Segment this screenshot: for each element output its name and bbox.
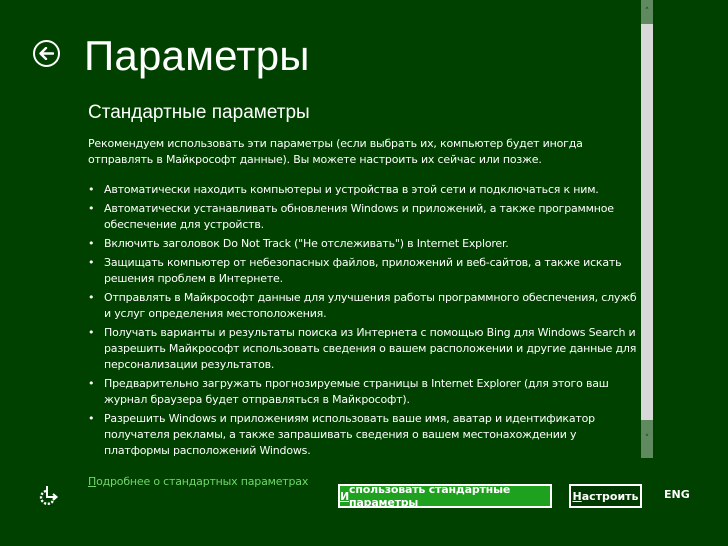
page-title: Параметры bbox=[84, 32, 310, 79]
settings-content bbox=[88, 100, 638, 489]
link-text: одробнее о стандартных параметрах bbox=[96, 475, 309, 488]
list-item-text: Отправлять в Майкрософт данные для улучшения работы программного обеспечения, служб и услуг определения местоположения. bbox=[104, 291, 637, 320]
customize-button[interactable] bbox=[569, 484, 642, 508]
ease-of-access-icon bbox=[38, 484, 60, 506]
bullet-icon: • bbox=[88, 183, 95, 196]
list-item bbox=[88, 182, 638, 198]
list-item-text: Защищать компьютер от небезопасных файлов, приложений и веб-сайтов, а также искать решения проблем в Интернете. bbox=[104, 256, 622, 285]
list-item bbox=[88, 325, 638, 373]
bullet-icon: • bbox=[88, 326, 95, 339]
list-item-text: Включить заголовок Do Not Track ("Не отслеживать") в Internet Explorer. bbox=[104, 237, 509, 250]
bullet-icon: • bbox=[88, 291, 95, 304]
list-item-text: Предварительно загружать прогнозируемые страницы в Internet Explorer (для этого ваш журнал браузера будет отправляться в Майкрософт). bbox=[104, 377, 609, 406]
vertical-scrollbar[interactable] bbox=[641, 0, 653, 458]
list-item-text: Автоматически находить компьютеры и устройства в этой сети и подключаться к ним. bbox=[104, 183, 599, 196]
input-language-indicator[interactable]: ENG bbox=[664, 488, 690, 501]
accelerator-key: И bbox=[340, 489, 350, 503]
list-item bbox=[88, 411, 638, 459]
intro-text: Рекомендуем использовать эти параметры (если выбрать их, компьютер будет иногда отправлять в Майкрософт данные). Вы можете настроить их сейчас или позже. bbox=[88, 137, 583, 166]
list-item bbox=[88, 290, 638, 322]
scroll-thumb[interactable] bbox=[641, 24, 653, 420]
bullet-icon: • bbox=[88, 256, 95, 269]
bullet-icon: • bbox=[88, 202, 95, 215]
chevron-up-icon: ˄ bbox=[644, 7, 650, 17]
accelerator-key: П bbox=[88, 475, 97, 488]
settings-list bbox=[88, 182, 638, 459]
scroll-up-button[interactable] bbox=[641, 0, 653, 24]
arrow-left-icon bbox=[39, 47, 54, 60]
bullet-icon: • bbox=[88, 237, 95, 250]
list-item bbox=[88, 236, 638, 252]
list-item bbox=[88, 255, 638, 287]
ease-of-access-button[interactable] bbox=[38, 484, 60, 506]
list-item bbox=[88, 201, 638, 233]
accelerator-key: Н bbox=[572, 489, 582, 503]
back-button[interactable] bbox=[33, 40, 60, 67]
learn-more-link[interactable] bbox=[88, 475, 308, 488]
chevron-down-icon: ˅ bbox=[644, 434, 650, 444]
list-item-text: Разрешить Windows и приложениям использовать ваше имя, аватар и идентификатор получателя рекламы, а также запрашивать сведения о вашем местонахождении у платформы расположений Windows. bbox=[104, 412, 595, 457]
use-express-settings-button[interactable] bbox=[338, 484, 552, 508]
bullet-icon: • bbox=[88, 412, 95, 425]
scroll-down-button[interactable] bbox=[641, 420, 653, 458]
list-item bbox=[88, 376, 638, 408]
list-item-text: Автоматически устанавливать обновления Windows и приложений, а также программное обеспечение для устройств. bbox=[104, 202, 614, 231]
section-title: Стандартные параметры bbox=[88, 102, 310, 123]
button-label: астроить bbox=[581, 489, 639, 503]
list-item-text: Получать варианты и результаты поиска из Интернета с помощью Bing для Windows Search и разрешить Майкрософт использовать сведения о вашем расположении и другие данные для персонализации результатов. bbox=[104, 326, 637, 371]
button-label: спользовать стандартные параметры bbox=[349, 483, 511, 509]
bullet-icon: • bbox=[88, 377, 95, 390]
